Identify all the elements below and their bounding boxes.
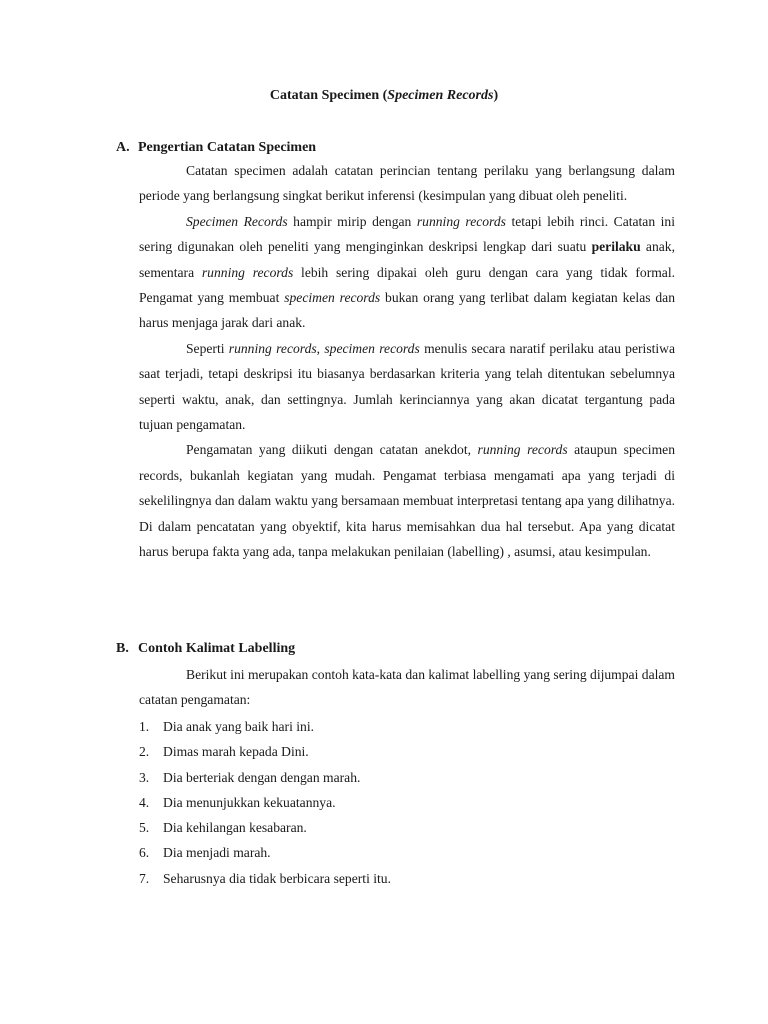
list-item-text: Dia anak yang baik hari ini.: [163, 719, 314, 734]
list-item-number: 2.: [139, 744, 150, 760]
p2-italic-9: specimen records: [284, 290, 381, 306]
list-item-text: Dia menjadi marah.: [163, 845, 271, 861]
list-item-text: Dia kehilangan kesabaran.: [163, 820, 307, 836]
section-b-letter: B.: [116, 641, 129, 656]
document-title: [0, 87, 768, 105]
section-b-title: Contoh Kalimat Labelling: [138, 641, 296, 656]
p3-italic-2: running records: [228, 340, 317, 356]
paragraph-3: [139, 336, 675, 438]
p2-italic-7: running records: [201, 264, 294, 280]
list-item: [139, 739, 391, 764]
paragraph-1: Catatan specimen adalah catatan perincian tentang perilaku yang berlangsung dalam periode yang berlangsung singkat berikut inferensi (kesimpulan yang dibuat oleh peneliti.: [139, 163, 675, 204]
section-a-title: Pengertian Catatan Specimen: [138, 140, 317, 155]
list-item: [139, 840, 391, 865]
list-item: [139, 866, 391, 891]
list-item: [139, 714, 391, 739]
section-a-body: [139, 158, 675, 565]
list-item-number: 6.: [139, 845, 150, 861]
section-b-heading: [116, 640, 295, 658]
p2-bold-5: perilaku: [591, 239, 641, 255]
paragraph-2: [139, 209, 675, 336]
section-b-intro: Berikut ini merupakan contoh kata-kata dan kalimat labelling yang sering dijumpai dalam catatan pengamatan:: [139, 667, 675, 708]
title-italic: Specimen Records: [387, 88, 494, 103]
section-b-body: [139, 662, 675, 713]
list-item-number: 4.: [139, 794, 150, 810]
list-item-text: Dia berteriak dengan dengan marah.: [163, 769, 361, 785]
p4-text-1: Pengamatan yang diikuti dengan catatan anekdot,: [186, 442, 478, 458]
title-close: ): [493, 88, 499, 103]
p3-text-5: menulis secara naratif perilaku atau peristiwa saat terjadi, tetapi deskripsi itu biasanya berdasarkan kriteria yang telah ditentukan sebelumnya seperti waktu, anak, dan settingnya. Jumlah kerinciannya yang akan dicatat tergantung pada tujuan pengamatan.: [139, 340, 676, 433]
list-item: [139, 815, 391, 840]
p4-text-3: ataupun specimen records, bukanlah kegiatan yang mudah. Pengamat terbiasa mengamati apa yang terjadi di sekelilingnya dan dalam waktu yang bersamaan membuat interpretasi tentang apa yang dilihatnya. Di dalam pencatatan yang obyektif, kita harus memisahkan dua hal tersebut. Apa yang dicatat harus berupa fakta yang ada, tanpa melakukan penilaian (labelling) , asumsi, atau kesimpulan.: [139, 442, 675, 560]
labelling-examples-list: [139, 714, 391, 891]
list-item-number: 7.: [139, 870, 150, 886]
p2-text-6: anak, sementara: [139, 239, 675, 280]
p2-italic-1: Specimen Records: [186, 213, 288, 229]
list-item-text: Seharusnya dia tidak berbicara seperti itu.: [163, 870, 391, 886]
p3-text-3: ,: [316, 340, 325, 356]
p3-text-1: Seperti: [186, 340, 229, 356]
section-a-letter: A.: [116, 140, 130, 155]
list-item-number: 1.: [139, 719, 150, 734]
p2-text-4: tetapi lebih rinci. Catatan ini sering digunakan oleh peneliti yang menginginkan deskripsi lengkap dari suatu: [139, 213, 675, 255]
list-item-text: Dimas marah kepada Dini.: [163, 744, 309, 760]
list-item-text: Dia menunjukkan kekuatannya.: [163, 794, 336, 810]
p2-text-10: bukan orang yang terlibat dalam kegiatan kelas dan harus menjaga jarak dari anak.: [139, 290, 676, 331]
list-item-number: 5.: [139, 820, 150, 836]
p4-italic-2: running records: [477, 442, 568, 458]
p2-text-2: hampir mirip dengan: [287, 213, 417, 229]
list-item: [139, 765, 391, 790]
list-item-number: 3.: [139, 769, 150, 785]
p2-italic-3: running records: [416, 213, 506, 229]
paragraph-4: [139, 437, 675, 564]
list-item: [139, 790, 391, 815]
title-text: Catatan Specimen (: [269, 88, 388, 103]
p2-text-8: lebih sering dipakai oleh guru dengan cara yang tidak formal. Pengamat yang membuat: [139, 264, 675, 306]
section-a-heading: [116, 139, 316, 157]
p3-italic-4: specimen records: [324, 340, 420, 356]
